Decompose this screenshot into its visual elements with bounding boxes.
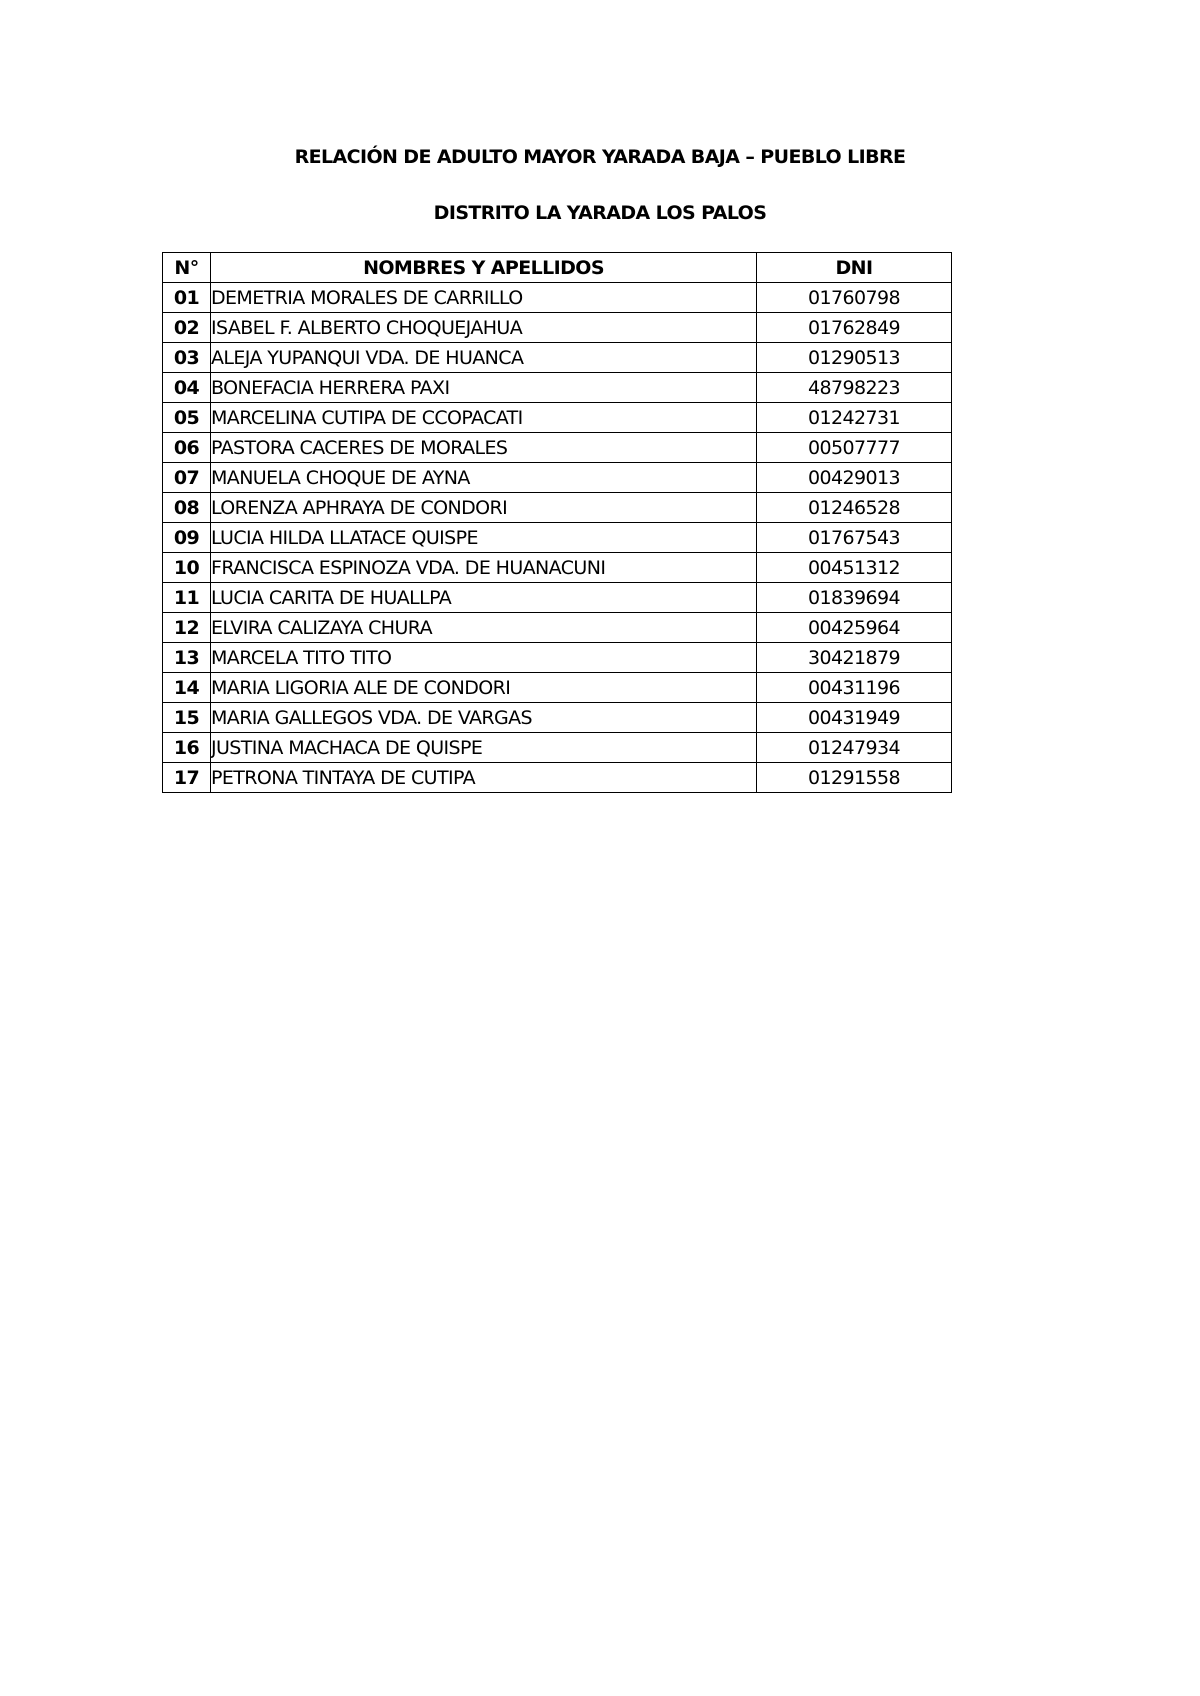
row-number: 09: [163, 523, 211, 553]
table-row: [163, 313, 952, 343]
row-number: 13: [163, 643, 211, 673]
row-dni: 01291558: [757, 763, 952, 793]
row-name: MARIA GALLEGOS VDA. DE VARGAS: [211, 703, 757, 733]
table-row: [163, 493, 952, 523]
row-number: 06: [163, 433, 211, 463]
table-row: [163, 583, 952, 613]
row-dni: 01247934: [757, 733, 952, 763]
column-header-number: N°: [163, 253, 211, 283]
table-row: [163, 553, 952, 583]
column-header-name: NOMBRES Y APELLIDOS: [211, 253, 757, 283]
row-number: 08: [163, 493, 211, 523]
table-row: [163, 763, 952, 793]
row-number: 02: [163, 313, 211, 343]
table-row: [163, 613, 952, 643]
row-name: PETRONA TINTAYA DE CUTIPA: [211, 763, 757, 793]
roster-table: [162, 252, 952, 793]
row-dni: 00431196: [757, 673, 952, 703]
row-dni: 01760798: [757, 283, 952, 313]
row-dni: 00507777: [757, 433, 952, 463]
table-row: [163, 283, 952, 313]
row-number: 05: [163, 403, 211, 433]
table-row: [163, 703, 952, 733]
table-row: [163, 403, 952, 433]
row-number: 04: [163, 373, 211, 403]
row-dni: 00451312: [757, 553, 952, 583]
row-number: 14: [163, 673, 211, 703]
row-name: LUCIA CARITA DE HUALLPA: [211, 583, 757, 613]
row-name: FRANCISCA ESPINOZA VDA. DE HUANACUNI: [211, 553, 757, 583]
row-name: PASTORA CACERES DE MORALES: [211, 433, 757, 463]
row-number: 11: [163, 583, 211, 613]
row-name: MARCELINA CUTIPA DE CCOPACATI: [211, 403, 757, 433]
row-name: MARCELA TITO TITO: [211, 643, 757, 673]
row-dni: 00429013: [757, 463, 952, 493]
row-dni: 30421879: [757, 643, 952, 673]
row-dni: 01839694: [757, 583, 952, 613]
row-name: MANUELA CHOQUE DE AYNA: [211, 463, 757, 493]
row-name: DEMETRIA MORALES DE CARRILLO: [211, 283, 757, 313]
row-number: 17: [163, 763, 211, 793]
row-number: 15: [163, 703, 211, 733]
table-row: [163, 643, 952, 673]
row-dni: 01762849: [757, 313, 952, 343]
document-subtitle: DISTRITO LA YARADA LOS PALOS: [433, 202, 767, 224]
row-number: 16: [163, 733, 211, 763]
row-name: MARIA LIGORIA ALE DE CONDORI: [211, 673, 757, 703]
row-name: ALEJA YUPANQUI VDA. DE HUANCA: [211, 343, 757, 373]
column-header-dni: DNI: [757, 253, 952, 283]
row-number: 01: [163, 283, 211, 313]
table-row: [163, 343, 952, 373]
table-row: [163, 733, 952, 763]
table-header-row: [163, 253, 952, 283]
row-dni: 01242731: [757, 403, 952, 433]
table-row: [163, 373, 952, 403]
row-name: ISABEL F. ALBERTO CHOQUEJAHUA: [211, 313, 757, 343]
row-number: 07: [163, 463, 211, 493]
table-row: [163, 523, 952, 553]
document-title: RELACIÓN DE ADULTO MAYOR YARADA BAJA – PUEBLO LIBRE: [294, 146, 906, 168]
row-dni: 01290513: [757, 343, 952, 373]
table-row: [163, 463, 952, 493]
row-name: JUSTINA MACHACA DE QUISPE: [211, 733, 757, 763]
row-name: LUCIA HILDA LLATACE QUISPE: [211, 523, 757, 553]
row-dni: 00425964: [757, 613, 952, 643]
row-name: BONEFACIA HERRERA PAXI: [211, 373, 757, 403]
table-row: [163, 433, 952, 463]
row-name: ELVIRA CALIZAYA CHURA: [211, 613, 757, 643]
row-number: 03: [163, 343, 211, 373]
row-dni: 01246528: [757, 493, 952, 523]
row-name: LORENZA APHRAYA DE CONDORI: [211, 493, 757, 523]
row-dni: 48798223: [757, 373, 952, 403]
row-dni: 01767543: [757, 523, 952, 553]
row-dni: 00431949: [757, 703, 952, 733]
row-number: 12: [163, 613, 211, 643]
row-number: 10: [163, 553, 211, 583]
table-row: [163, 673, 952, 703]
table-body: [163, 283, 952, 793]
